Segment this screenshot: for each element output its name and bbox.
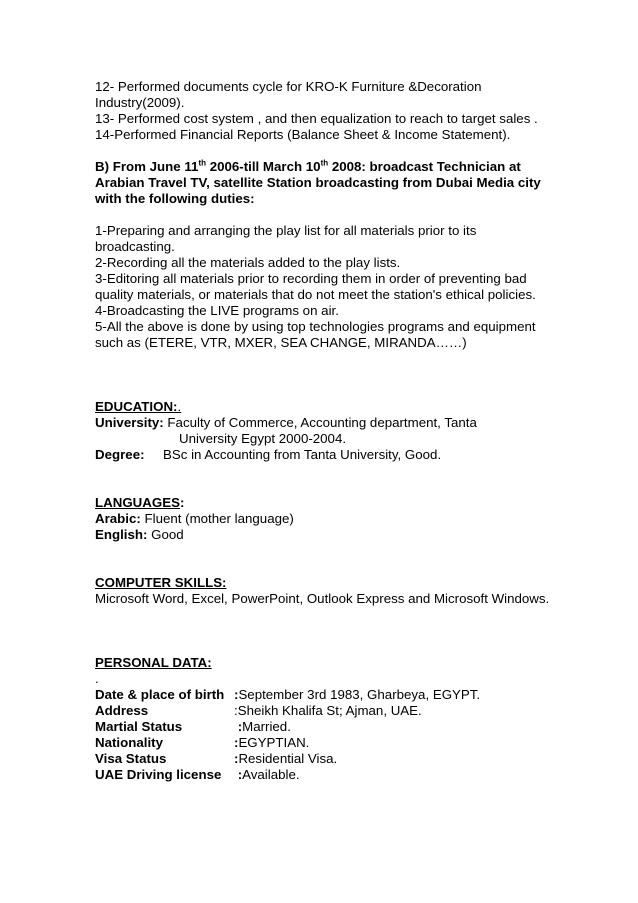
marital-status-label: Martial Status	[95, 719, 183, 734]
visa-status-label: Visa Status	[95, 751, 167, 766]
computer-skills-text: Microsoft Word, Excel, PowerPoint, Outlook Express and Microsoft Windows.	[95, 591, 550, 606]
languages-section	[95, 495, 565, 543]
duty-line: broadcasting.	[95, 239, 175, 254]
job-b-middle: 2006-till March 10	[206, 159, 321, 174]
education-heading-tail: .	[177, 399, 182, 414]
duties-list	[95, 223, 565, 351]
degree-label: Degree:	[95, 447, 145, 462]
intro-line: 14-Performed Financial Reports (Balance Sheet & Income Statement).	[95, 127, 511, 142]
job-b-header	[95, 159, 565, 207]
birth-value: September 3rd 1983, Gharbeya, EGYPT.	[238, 687, 481, 702]
duty-line: 1-Preparing and arranging the play list for all materials prior to its	[95, 223, 477, 238]
marital-status-value: Married.	[242, 719, 291, 734]
university-value: Faculty of Commerce, Accounting department, Tanta	[163, 415, 477, 430]
address-label: Address	[95, 703, 149, 718]
driving-license-value: Available.	[242, 767, 300, 782]
nationality-value: EGYPTIAN.	[238, 735, 310, 750]
resume-page	[95, 79, 565, 783]
arabic-label: Arabic:	[95, 511, 141, 526]
duty-line: 2-Recording all the materials added to the play lists.	[95, 255, 401, 270]
university-label: University:	[95, 415, 164, 430]
nationality-label: Nationality	[95, 735, 163, 750]
english-label: English:	[95, 527, 148, 542]
personal-data-section	[95, 655, 565, 783]
duty-line: 4-Broadcasting the LIVE programs on air.	[95, 303, 339, 318]
personal-data-heading: PERSONAL DATA:	[95, 655, 212, 670]
computer-skills-heading: COMPUTER SKILLS:	[95, 575, 227, 590]
personal-data-row: Nationality : EGYPTIAN.	[95, 735, 310, 750]
personal-data-row: Date & place of birth : September 3rd 1983, Gharbeya, EGYPT.	[95, 687, 481, 702]
languages-heading-colon: :	[179, 495, 185, 510]
personal-data-row: Visa Status : Residential Visa.	[95, 751, 338, 766]
visa-status-value: Residential Visa.	[238, 751, 338, 766]
intro-line: 13- Performed cost system , and then equalization to reach to target sales .	[95, 111, 538, 126]
birth-label: Date & place of birth	[95, 687, 225, 702]
languages-heading: LANGUAGES	[95, 495, 180, 510]
university-value-2: University Egypt 2000-2004.	[179, 431, 347, 446]
education-section	[95, 399, 565, 463]
job-b-sup1: th	[198, 158, 207, 168]
job-b-line3: with the following duties:	[95, 191, 255, 206]
job-b-prefix: B) From June 11	[95, 159, 199, 174]
address-value: Sheikh Khalifa St; Ajman, UAE.	[237, 703, 422, 718]
personal-data-row: UAE Driving license : Available.	[95, 767, 300, 782]
job-b-line2: Arabian Travel TV, satellite Station broadcasting from Dubai Media city	[95, 175, 541, 190]
driving-license-label: UAE Driving license	[95, 767, 222, 782]
intro-line: Industry(2009).	[95, 95, 185, 110]
duty-line: such as (ETERE, VTR, MXER, SEA CHANGE, MIRANDA……)	[95, 335, 467, 350]
duty-line: quality materials, or materials that do not meet the station's ethical policies.	[95, 287, 536, 302]
job-b-sup2: th	[320, 158, 329, 168]
personal-data-dot: .	[95, 671, 99, 686]
personal-data-row: Address : Sheikh Khalifa St; Ajman, UAE.	[95, 703, 422, 718]
english-value: Good	[147, 527, 184, 542]
intro-line: 12- Performed documents cycle for KRO-K Furniture &Decoration	[95, 79, 482, 94]
education-heading: EDUCATION:	[95, 399, 178, 414]
personal-data-row: Martial Status : Married.	[95, 719, 291, 734]
degree-value: BSc in Accounting from Tanta University, Good.	[163, 447, 442, 462]
job-b-suffix: 2008: broadcast Technician at	[328, 159, 521, 174]
duty-line: 5-All the above is done by using top technologies programs and equipment	[95, 319, 536, 334]
arabic-value: Fluent (mother language)	[140, 511, 294, 526]
intro-section	[95, 79, 565, 143]
computer-skills-section	[95, 575, 565, 607]
duty-line: 3-Editoring all materials prior to recording them in order of preventing bad	[95, 271, 527, 286]
